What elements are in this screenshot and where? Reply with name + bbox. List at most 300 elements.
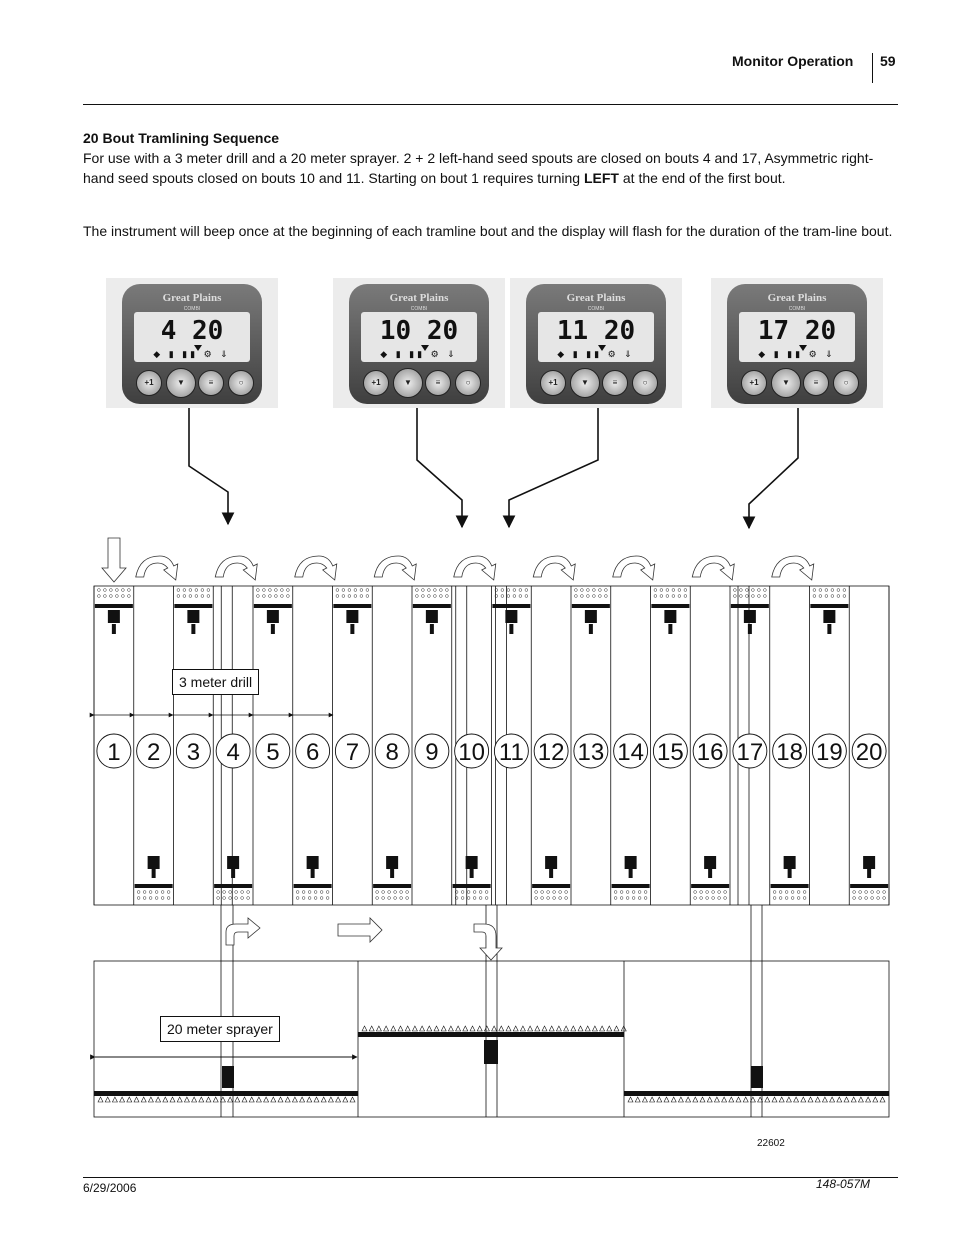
seed-spout-icon — [773, 891, 776, 894]
seed-spout-icon — [388, 891, 391, 894]
nozzle-icon — [578, 1026, 583, 1031]
seed-spout-icon — [565, 891, 568, 894]
monitor-model: COMBI — [788, 306, 806, 312]
nozzle-icon — [880, 1097, 885, 1102]
function-button: ≡ — [425, 370, 451, 396]
beep-paragraph: The instrument will beep once at the beginning of each tramline bout and the display will flash for the duration of the tram-line bout. — [83, 223, 893, 239]
plus-one-button: +1 — [741, 370, 767, 396]
seed-spout-icon — [201, 595, 204, 598]
nozzle-icon — [192, 1097, 197, 1102]
seed-spout-icon — [871, 891, 874, 894]
seed-spout-icon — [837, 595, 840, 598]
seed-spout-icon — [614, 897, 617, 900]
nozzle-icon — [434, 1026, 439, 1031]
turn-arrow-icon — [692, 556, 734, 580]
turn-arrow-icon — [136, 556, 178, 580]
seed-spout-icon — [427, 589, 430, 592]
drill-bar — [135, 884, 173, 888]
drill-bar — [413, 604, 451, 608]
nozzle-icon — [384, 1026, 389, 1031]
seed-spout-icon — [724, 891, 727, 894]
down-arrow-button: ▼ — [570, 368, 600, 398]
seed-spout-icon — [785, 897, 788, 900]
function-icons: ◆ ▮ ▮▮ ⚙ ⇓ — [758, 349, 836, 359]
bout-number-label: 20 — [855, 739, 883, 766]
seed-spout-icon — [467, 897, 470, 900]
seed-spout-icon — [724, 897, 727, 900]
seed-spout-icon — [763, 595, 766, 598]
function-button: ≡ — [198, 370, 224, 396]
nozzle-icon — [127, 1097, 132, 1102]
seed-spout-icon — [791, 891, 794, 894]
seed-spout-icon — [574, 595, 577, 598]
footer-date: 6/29/2006 — [83, 1181, 137, 1195]
turn-arrow-icon — [613, 556, 655, 580]
nozzle-icon — [772, 1097, 777, 1102]
seed-spout-icon — [461, 897, 464, 900]
tractor-hitch-icon — [549, 868, 553, 878]
tractor-hitch-icon — [668, 624, 672, 634]
seed-spout-icon — [262, 595, 265, 598]
seed-spout-icon — [598, 595, 601, 598]
nozzle-icon — [285, 1097, 290, 1102]
nozzle-icon — [350, 1097, 355, 1102]
tractor-hitch-icon — [112, 624, 116, 634]
nozzle-icon — [362, 1026, 367, 1031]
sprayer-label: 20 meter sprayer — [160, 1016, 280, 1042]
nozzle-icon — [477, 1026, 482, 1031]
nozzle-icon — [830, 1097, 835, 1102]
seed-spout-icon — [326, 897, 329, 900]
seed-spout-icon — [274, 595, 277, 598]
seed-spout-icon — [473, 891, 476, 894]
nozzle-icon — [398, 1026, 403, 1031]
nozzle-icon — [199, 1097, 204, 1102]
seed-spout-icon — [461, 891, 464, 894]
nozzle-icon — [815, 1097, 820, 1102]
seed-spout-icon — [513, 595, 516, 598]
nozzle-icon — [405, 1026, 410, 1031]
monitor-brand: Great Plains — [389, 292, 449, 304]
right-button: ○ — [455, 370, 481, 396]
nozzle-icon — [535, 1026, 540, 1031]
tractor-hitch-icon — [867, 868, 871, 878]
seed-spout-icon — [638, 897, 641, 900]
nozzle-icon — [822, 1097, 827, 1102]
drill-bar — [95, 604, 133, 608]
seed-spout-icon — [592, 589, 595, 592]
nozzle-icon — [492, 1026, 497, 1031]
bout-number-label: 11 — [498, 739, 524, 766]
seed-spout-icon — [859, 897, 862, 900]
seed-spout-icon — [161, 897, 164, 900]
seed-spout-icon — [620, 897, 623, 900]
seed-spout-icon — [247, 897, 250, 900]
seed-spout-icon — [694, 897, 697, 900]
nozzle-icon — [98, 1097, 103, 1102]
seed-spout-icon — [415, 595, 418, 598]
seed-spout-icon — [217, 891, 220, 894]
nozzle-icon — [592, 1026, 597, 1031]
seed-spout-icon — [700, 897, 703, 900]
drill-bar — [492, 604, 530, 608]
drill-bar — [691, 884, 729, 888]
seed-spout-icon — [103, 589, 106, 592]
monitor-model: COMBI — [410, 306, 428, 312]
seed-spout-icon — [684, 589, 687, 592]
tractor-hitch-icon — [509, 624, 513, 634]
seed-spout-icon — [376, 891, 379, 894]
seed-spout-icon — [280, 595, 283, 598]
seed-spout-icon — [421, 589, 424, 592]
nozzle-icon — [120, 1097, 125, 1102]
seed-spout-icon — [586, 589, 589, 592]
nozzle-icon — [556, 1026, 561, 1031]
tractor-icon — [227, 856, 239, 869]
nozzle-icon — [607, 1026, 612, 1031]
seed-spout-icon — [473, 897, 476, 900]
nozzle-icon — [851, 1097, 856, 1102]
bout-number-label: 8 — [385, 739, 399, 766]
seed-spout-icon — [143, 891, 146, 894]
nozzle-icon — [765, 1097, 770, 1102]
seed-spout-icon — [632, 897, 635, 900]
seed-spout-icon — [580, 589, 583, 592]
seed-spout-icon — [883, 897, 886, 900]
seed-spout-icon — [280, 589, 283, 592]
seed-spout-icon — [791, 897, 794, 900]
seed-spout-icon — [745, 595, 748, 598]
nozzle-icon — [729, 1097, 734, 1102]
nozzle-icon — [743, 1097, 748, 1102]
seed-spout-icon — [797, 897, 800, 900]
monitor-brand: Great Plains — [162, 292, 222, 304]
seed-spout-icon — [825, 589, 828, 592]
nozzle-icon — [722, 1097, 727, 1102]
boom-pass-1 — [94, 1091, 358, 1096]
bout-number-label: 4 — [226, 739, 240, 766]
nozzle-icon — [571, 1026, 576, 1031]
seed-spout-icon — [256, 595, 259, 598]
seed-spout-icon — [739, 595, 742, 598]
nozzle-icon — [837, 1097, 842, 1102]
nozzle-icon — [328, 1097, 333, 1102]
seed-spout-icon — [700, 891, 703, 894]
sprayer-return-arrow-icon — [474, 924, 502, 960]
seed-spout-icon — [773, 897, 776, 900]
nozzle-icon — [235, 1097, 240, 1102]
seed-spout-icon — [654, 589, 657, 592]
drill-bar — [453, 884, 491, 888]
drill-bar — [810, 604, 848, 608]
drill-bar — [612, 884, 650, 888]
seed-spout-icon — [97, 589, 100, 592]
seed-spout-icon — [843, 595, 846, 598]
nozzle-icon — [628, 1097, 633, 1102]
seed-spout-icon — [519, 589, 522, 592]
bout-number-label: 9 — [425, 739, 439, 766]
seed-spout-icon — [614, 891, 617, 894]
function-button: ≡ — [602, 370, 628, 396]
seed-spout-icon — [445, 589, 448, 592]
nozzle-icon — [448, 1026, 453, 1031]
monitor-brand: Great Plains — [566, 292, 626, 304]
nozzle-icon — [112, 1097, 117, 1102]
nozzle-icon — [264, 1097, 269, 1102]
seed-spout-icon — [201, 589, 204, 592]
seed-spout-icon — [694, 891, 697, 894]
boom-pass-3 — [624, 1091, 889, 1096]
footer-doc-number: 148-057M — [816, 1177, 871, 1191]
seed-spout-icon — [382, 897, 385, 900]
seed-spout-icon — [433, 595, 436, 598]
nozzle-icon — [549, 1026, 554, 1031]
drill-bar — [254, 604, 292, 608]
nozzle-icon — [206, 1097, 211, 1102]
turn-arrow-icon — [533, 556, 575, 580]
nozzle-icon — [657, 1097, 662, 1102]
seed-spout-icon — [161, 891, 164, 894]
seed-spout-icon — [274, 589, 277, 592]
seed-spout-icon — [644, 891, 647, 894]
seed-spout-icon — [672, 589, 675, 592]
tractor-icon — [466, 856, 478, 869]
seed-spout-icon — [296, 897, 299, 900]
nozzle-icon — [391, 1026, 396, 1031]
seed-spout-icon — [445, 595, 448, 598]
nozzle-icon — [170, 1097, 175, 1102]
seed-spout-icon — [877, 897, 880, 900]
seed-spout-icon — [433, 589, 436, 592]
seed-spout-icon — [819, 589, 822, 592]
seed-spout-icon — [535, 897, 538, 900]
nozzle-icon — [614, 1026, 619, 1031]
seed-spout-icon — [229, 897, 232, 900]
seed-spout-icon — [314, 891, 317, 894]
seed-spout-icon — [712, 897, 715, 900]
seed-spout-icon — [143, 897, 146, 900]
seed-spout-icon — [660, 589, 663, 592]
seed-spout-icon — [149, 891, 152, 894]
nozzle-icon — [707, 1097, 712, 1102]
seed-spout-icon — [831, 589, 834, 592]
seed-spout-icon — [803, 891, 806, 894]
nozzle-icon — [858, 1097, 863, 1102]
tractor-hitch-icon — [430, 624, 434, 634]
nozzle-icon — [292, 1097, 297, 1102]
nozzle-icon — [271, 1097, 276, 1102]
seed-spout-icon — [195, 595, 198, 598]
seed-spout-icon — [559, 891, 562, 894]
tractor-icon — [187, 610, 199, 623]
bout-number-label: 2 — [146, 739, 161, 766]
seed-spout-icon — [565, 897, 568, 900]
seed-spout-icon — [388, 897, 391, 900]
seed-spout-icon — [268, 589, 271, 592]
bout-number-label: 13 — [577, 739, 605, 766]
sprayer-right-arrow-icon — [338, 918, 382, 942]
nozzle-icon — [134, 1097, 139, 1102]
seed-spout-icon — [745, 589, 748, 592]
seed-spout-icon — [302, 891, 305, 894]
nozzle-icon — [693, 1097, 698, 1102]
seed-spout-icon — [785, 891, 788, 894]
turn-arrow-icon — [772, 556, 814, 580]
turn-arrows — [136, 556, 814, 580]
drill-bar — [294, 884, 332, 888]
seed-spout-icon — [718, 897, 721, 900]
seed-spout-icon — [672, 595, 675, 598]
bout-number-label: 6 — [305, 739, 320, 766]
monitor-readout: 17 20 — [757, 316, 837, 346]
seed-spout-icon — [626, 897, 629, 900]
seed-spout-icon — [115, 595, 118, 598]
seed-spout-icon — [853, 891, 856, 894]
seed-spout-icon — [733, 589, 736, 592]
seed-spout-icon — [296, 891, 299, 894]
drill-label: 3 meter drill — [172, 669, 259, 695]
seed-spout-icon — [394, 897, 397, 900]
seed-spout-icon — [314, 897, 317, 900]
seed-spout-icon — [513, 589, 516, 592]
down-arrow-button: ▼ — [166, 368, 196, 398]
nozzle-icon — [156, 1097, 161, 1102]
seed-spout-icon — [803, 897, 806, 900]
drill-bar — [373, 884, 411, 888]
seed-spout-icon — [825, 595, 828, 598]
seed-spout-icon — [400, 891, 403, 894]
right-button: ○ — [833, 370, 859, 396]
nozzle-icon — [513, 1026, 518, 1031]
seed-spout-icon — [286, 589, 289, 592]
seed-spout-icon — [547, 891, 550, 894]
bout-number-label: 16 — [696, 739, 724, 766]
bout-number-label: 5 — [266, 739, 280, 766]
seed-spout-icon — [654, 595, 657, 598]
tractor-icon — [585, 610, 597, 623]
seed-spout-icon — [638, 891, 641, 894]
seed-spout-icon — [336, 589, 339, 592]
intro-text-b: at the end of the first bout. — [618, 170, 786, 186]
tractor-icon — [148, 856, 160, 869]
nozzle-icon — [343, 1097, 348, 1102]
nozzle-icon — [564, 1026, 569, 1031]
seed-spout-icon — [859, 891, 862, 894]
seed-spout-icon — [121, 595, 124, 598]
nozzle-icon — [184, 1097, 189, 1102]
seed-spout-icon — [286, 595, 289, 598]
down-arrow-button: ▼ — [771, 368, 801, 398]
nozzle-icon — [336, 1097, 341, 1102]
bout-number-label: 15 — [657, 739, 684, 766]
function-button: ≡ — [803, 370, 829, 396]
monitor-model: COMBI — [183, 306, 201, 312]
seed-spout-icon — [235, 891, 238, 894]
tractor-hitch-icon — [589, 624, 593, 634]
turn-arrow-icon — [295, 556, 337, 580]
seed-spout-icon — [507, 589, 510, 592]
bout-number-label: 14 — [617, 739, 644, 766]
seed-spout-icon — [121, 589, 124, 592]
seed-spout-icon — [103, 595, 106, 598]
seed-spout-icon — [207, 595, 210, 598]
seed-spout-icon — [439, 589, 442, 592]
tractor-icon — [744, 610, 756, 623]
seed-spout-icon — [177, 589, 180, 592]
seed-spout-icon — [797, 891, 800, 894]
seed-spout-icon — [871, 897, 874, 900]
bout-number-label: 19 — [816, 739, 843, 766]
seed-spout-icon — [757, 595, 760, 598]
seed-spout-icon — [354, 595, 357, 598]
nozzle-icon — [499, 1026, 504, 1031]
seed-spout-icon — [167, 891, 170, 894]
page-number: 59 — [880, 53, 896, 69]
nozzle-icon — [412, 1026, 417, 1031]
tractor-icon — [108, 610, 120, 623]
turn-arrow-icon — [215, 556, 257, 580]
nozzle-icon — [105, 1097, 110, 1102]
nozzle-icon — [249, 1097, 254, 1102]
tractor-icon — [863, 856, 875, 869]
seed-spout-icon — [348, 595, 351, 598]
function-icons: ◆ ▮ ▮▮ ⚙ ⇓ — [557, 349, 635, 359]
seed-spout-icon — [604, 589, 607, 592]
nozzle-icon — [242, 1097, 247, 1102]
seed-spout-icon — [678, 589, 681, 592]
seed-spout-icon — [223, 891, 226, 894]
plus-one-button: +1 — [363, 370, 389, 396]
drill-bar — [572, 604, 610, 608]
nozzle-icon — [278, 1097, 283, 1102]
nozzle-icon — [686, 1097, 691, 1102]
seed-spout-icon — [739, 589, 742, 592]
monitor-brand: Great Plains — [767, 292, 827, 304]
sprayer-tractor-icon — [222, 1040, 763, 1088]
tractor-hitch-icon — [470, 868, 474, 878]
seed-spout-icon — [644, 897, 647, 900]
seed-spout-icon — [620, 891, 623, 894]
drill-bar — [731, 604, 769, 608]
seed-spout-icon — [247, 891, 250, 894]
seed-spout-icon — [831, 595, 834, 598]
tractor-hitch-icon — [748, 624, 752, 634]
seed-spout-icon — [837, 589, 840, 592]
seed-spout-icon — [712, 891, 715, 894]
function-icons: ◆ ▮ ▮▮ ⚙ ⇓ — [153, 349, 231, 359]
nozzle-icon — [256, 1097, 261, 1102]
seed-spout-icon — [360, 589, 363, 592]
tractor-hitch-icon — [311, 868, 315, 878]
seed-spout-icon — [366, 589, 369, 592]
tractor-hitch-icon — [350, 624, 354, 634]
nozzle-icon — [678, 1097, 683, 1102]
seed-spout-icon — [525, 589, 528, 592]
seed-spout-icon — [302, 897, 305, 900]
tractor-icon — [307, 856, 319, 869]
sprayer-turn-arrow-icon — [226, 918, 260, 945]
nozzle-icon — [163, 1097, 168, 1102]
seed-spout-icon — [415, 589, 418, 592]
section-title: 20 Bout Tramlining Sequence — [83, 130, 280, 146]
function-icons: ◆ ▮ ▮▮ ⚙ ⇓ — [380, 349, 458, 359]
seed-spout-icon — [109, 589, 112, 592]
seed-spout-icon — [525, 595, 528, 598]
seed-spout-icon — [115, 589, 118, 592]
seed-spout-icon — [137, 897, 140, 900]
seed-spout-icon — [241, 897, 244, 900]
seed-spout-icon — [501, 589, 504, 592]
